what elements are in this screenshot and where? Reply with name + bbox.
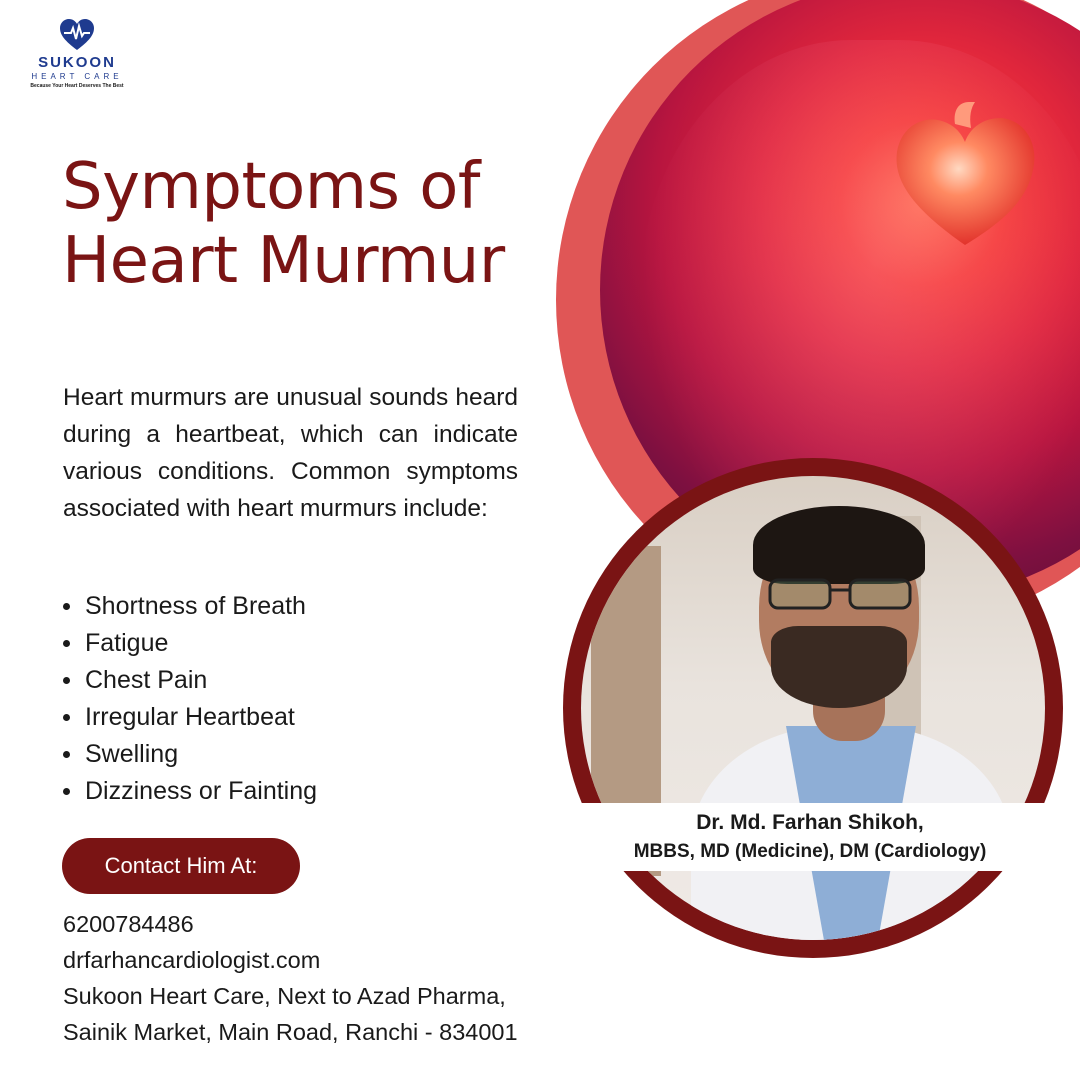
- list-item: Irregular Heartbeat: [63, 699, 317, 736]
- intro-paragraph: Heart murmurs are unusual sounds heard during a heartbeat, which can indicate various conditions. Common symptoms associated with heart murmurs include:: [63, 384, 518, 522]
- list-item: Fatigue: [63, 625, 317, 662]
- contact-address-line-1: Sukoon Heart Care, Next to Azad Pharma,: [63, 983, 506, 1009]
- list-item: Dizziness or Fainting: [63, 773, 317, 810]
- contact-phone: 6200784486: [63, 911, 194, 937]
- page-title-line-1: Symptoms of: [62, 150, 480, 224]
- doctor-hair: [753, 506, 925, 584]
- list-item: Shortness of Breath: [63, 588, 317, 625]
- contact-website: drfarhancardiologist.com: [63, 947, 321, 973]
- doctor-name: Dr. Md. Farhan Shikoh,: [696, 811, 924, 834]
- brand-logo: [22, 18, 132, 89]
- symptom-list: [63, 588, 317, 810]
- heart-pulse-icon: [59, 18, 95, 52]
- brand-name: SUKOON: [38, 54, 116, 71]
- anatomical-heart-icon: [885, 100, 1045, 250]
- doctor-beard: [771, 626, 907, 708]
- brand-tagline: Because Your Heart Deserves The Best: [30, 83, 124, 89]
- doctor-caption: [560, 803, 1060, 871]
- page-title: [62, 150, 505, 298]
- list-item: Swelling: [63, 736, 317, 773]
- contact-details: [63, 906, 518, 1050]
- brand-subtitle: HEART CARE: [31, 72, 123, 81]
- doctor-credentials: MBBS, MD (Medicine), DM (Cardiology): [633, 841, 987, 862]
- page-title-line-2: Heart Murmur: [62, 224, 505, 299]
- glasses-icon: [756, 576, 924, 612]
- contact-address-line-2: Sainik Market, Main Road, Ranchi - 834001: [63, 1019, 518, 1045]
- contact-button[interactable]: Contact Him At:: [62, 838, 300, 894]
- list-item: Chest Pain: [63, 662, 317, 699]
